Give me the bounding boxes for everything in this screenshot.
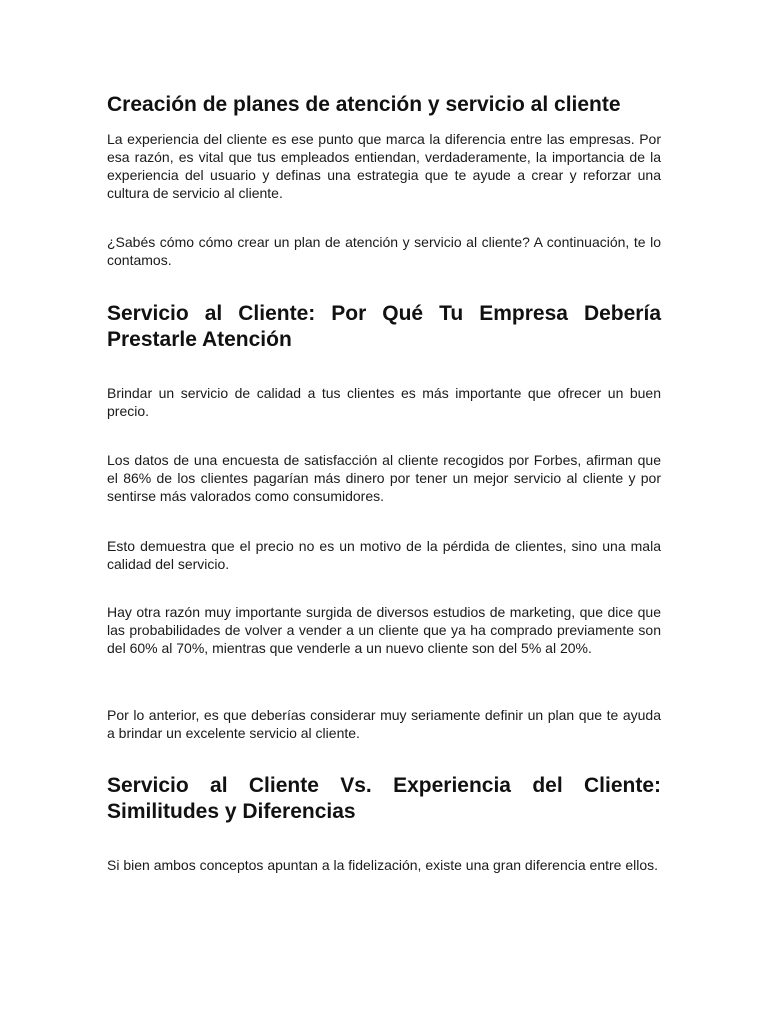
section-heading-1: Servicio al Cliente: Por Qué Tu Empresa Debería Prestarle Atención <box>107 302 661 351</box>
section1-paragraph-5: Por lo anterior, es que deberías considerar muy seriamente definir un plan que te ayuda a brindar un excelente servicio al cliente. <box>107 707 661 741</box>
intro-paragraph-1: La experiencia del cliente es ese punto que marca la diferencia entre las empresas. Por esa razón, es vital que tus empleados entiendan, verdaderamente, la importancia de la experiencia del usuario y definas una estrategia que te ayude a crear y reforzar una cultura de servicio al cliente. <box>107 131 661 201</box>
section1-paragraph-1: Brindar un servicio de calidad a tus clientes es más importante que ofrecer un buen precio. <box>107 385 661 419</box>
section1-paragraph-2: Los datos de una encuesta de satisfacción al cliente recogidos por Forbes, afirman que el 86% de los clientes pagarían más dinero por tener un mejor servicio al cliente y por sentirse más valorados como consumidores. <box>107 452 661 504</box>
section1-paragraph-4: Hay otra razón muy importante surgida de diversos estudios de marketing, que dice que las probabilidades de volver a vender a un cliente que ya ha comprado previamente son del 60% al 70%, mientras que venderle a un nuevo cliente son del 5% al 20%. <box>107 604 661 656</box>
intro-paragraph-2: ¿Sabés cómo cómo crear un plan de atención y servicio al cliente? A continuación, te lo contamos. <box>107 234 661 268</box>
section2-paragraph-1: Si bien ambos conceptos apuntan a la fidelización, existe una gran diferencia entre ellos. <box>107 857 659 873</box>
document-title: Creación de planes de atención y servicio al cliente <box>107 93 621 116</box>
section-heading-2: Servicio al Cliente Vs. Experiencia del Cliente: Similitudes y Diferencias <box>107 774 661 823</box>
section1-paragraph-3: Esto demuestra que el precio no es un motivo de la pérdida de clientes, sino una mala calidad del servicio. <box>107 538 661 572</box>
